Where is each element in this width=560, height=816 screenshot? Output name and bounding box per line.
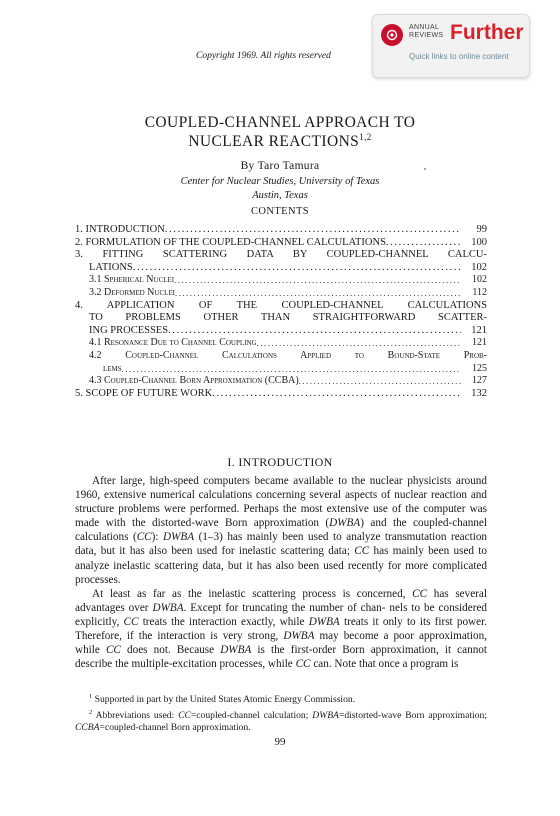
article-title-text: NUCLEAR REACTIONS [188,133,360,150]
badge-brand-line2: REVIEWS [409,31,444,39]
toc-entry-label: TO PROBLEMS OTHER THAN STRAIGHTFORWARD SCATTER- [89,312,487,324]
toc-entry-page: 102 [472,274,487,286]
toc-entry[interactable] [75,287,487,300]
toc-entry[interactable] [75,274,487,287]
badge-brand [409,24,445,39]
toc-entry-label: 3. FITTING SCATTERING DATA BY COUPLED-CHANNEL CALCU- [75,249,487,261]
toc-entry-label: 4.3 Coupled-Channel Born Approximation (CCBA) [89,375,299,387]
toc-entry-page: 125 [472,362,487,374]
toc-entry-page: 121 [471,324,487,336]
toc-leader-dots [122,363,461,376]
toc-entry-label: 1. INTRODUCTION [75,224,165,235]
toc-entry-page: 99 [476,224,487,235]
toc-leader-dots [212,388,461,401]
speck [424,168,426,170]
paragraph: After large, high-speed computers became available to the nuclear physicists around 1960, extensive numerical calculations concerning several aspects of nuclear reaction and structure problems were performed. Perhaps the most extensive use of the computer was made with the distorted-wave Born approximation (DWBA) and the coupled-channel calculations (CC): DWBA (1–3) has mainly been used to analyze transmutation reaction data, but it has also been used for inelastic scattering data; CC has mainly been used to analyze inelastic scattering data, but it has also been used recently for more complicated processes. [75,475,488,586]
toc-entry-page: 102 [471,261,487,273]
annual-reviews-logo-icon [381,24,403,46]
footnote-2 [75,707,487,735]
toc-entry-label: LATIONS [89,261,133,273]
toc-leader-dots [299,375,461,388]
toc-entry-label: lems [103,362,122,374]
toc-leader-dots [257,337,461,350]
toc-entry-label: 4.1 Resonance Due to Channel Coupling [89,337,257,349]
toc-leader-dots [175,287,461,300]
toc-entry[interactable] [75,312,487,325]
toc-entry-label: ING PROCESSES [89,324,169,336]
affiliation-line1: Center for Nuclear Studies, University of Texas [180,176,380,187]
article-title-line1: COUPLED-CHANNEL APPROACH TO [144,114,416,131]
toc-entry-label: 5. SCOPE OF FUTURE WORK [75,387,213,399]
toc-entry-label: 3.1 Spherical Nuclei [89,274,175,286]
table-of-contents [75,224,487,400]
footnote-text: Supported in part by the United States Atomic Energy Commission. [94,694,356,706]
paragraph: At least as far as the inelastic scattering process is concerned, CC has several advantages over DWBA. Except for truncating the number of chan- nels to be considered explicitly, CC treats the interaction exactly, while DWBA treats it only to its first power. Therefore, if the interaction is very strong, DWBA may become a poor approximation, while CC does not. Because DWBA is the first-order Born approximation, it cannot describe the multiple-excitation processes, while CC can. Note that once a program is [75,587,488,671]
article-title-line2 [0,133,560,151]
toc-entry[interactable] [75,337,487,350]
toc-entry[interactable] [75,375,487,388]
toc-entry[interactable] [75,300,487,313]
toc-leader-dots [133,262,461,275]
badge-brand-line1: ANNUAL [409,24,440,31]
toc-leader-dots [165,224,461,237]
toc-entry-label: 4. APPLICATION OF THE COUPLED-CHANNEL CALCULATIONS [75,299,487,311]
toc-entry-label: 4.2 Coupled-Channel Calculations Applied to Bound-State Prob- [89,349,487,361]
toc-entry-page: 100 [471,236,487,248]
toc-entry-page: 121 [472,337,487,349]
further-links-badge[interactable] [372,14,530,78]
badge-subtitle: Quick links to online content [409,52,509,61]
toc-entry[interactable] [75,350,487,363]
affiliation-line2: Austin, Texas [252,190,308,201]
toc-entry-label: 2. FORMULATION OF THE COUPLED-CHANNEL CALCULATIONS [75,236,386,248]
toc-entry[interactable] [75,237,487,250]
toc-entry-label: 3.2 Deformed Nuclei [89,286,175,298]
footnote-mark: 1 [89,693,93,700]
body-text [75,474,487,671]
toc-entry[interactable] [75,262,487,275]
footnotes [75,691,487,735]
toc-leader-dots [174,274,461,287]
toc-entry-page: 112 [472,286,487,298]
footnote-1 [75,691,487,707]
toc-leader-dots [386,237,461,250]
title-footnote-mark[interactable]: 1,2 [359,131,372,142]
toc-entry[interactable] [75,224,487,237]
toc-leader-dots [168,325,461,338]
toc-entry[interactable] [75,388,487,401]
page-number: 99 [274,736,286,748]
badge-word: Further [450,21,524,44]
author: By Taro Tamura [240,160,320,172]
copyright-line: Copyright 1969. All rights reserved [196,51,331,61]
toc-entry[interactable] [75,249,487,262]
footnote-mark: 2 [89,708,93,716]
toc-entry-page: 132 [471,387,487,399]
toc-entry[interactable] [75,325,487,338]
toc-entry-page: 127 [472,375,487,387]
toc-entry[interactable] [75,363,487,376]
footnote-text: Abbreviations used: CC=coupled-channel calculation; DWBA=distorted-wave Born approximation; CCBA=coupled-channel Born approximation. [75,709,487,734]
section-heading: I. INTRODUCTION [227,455,333,469]
contents-heading: CONTENTS [250,206,310,217]
